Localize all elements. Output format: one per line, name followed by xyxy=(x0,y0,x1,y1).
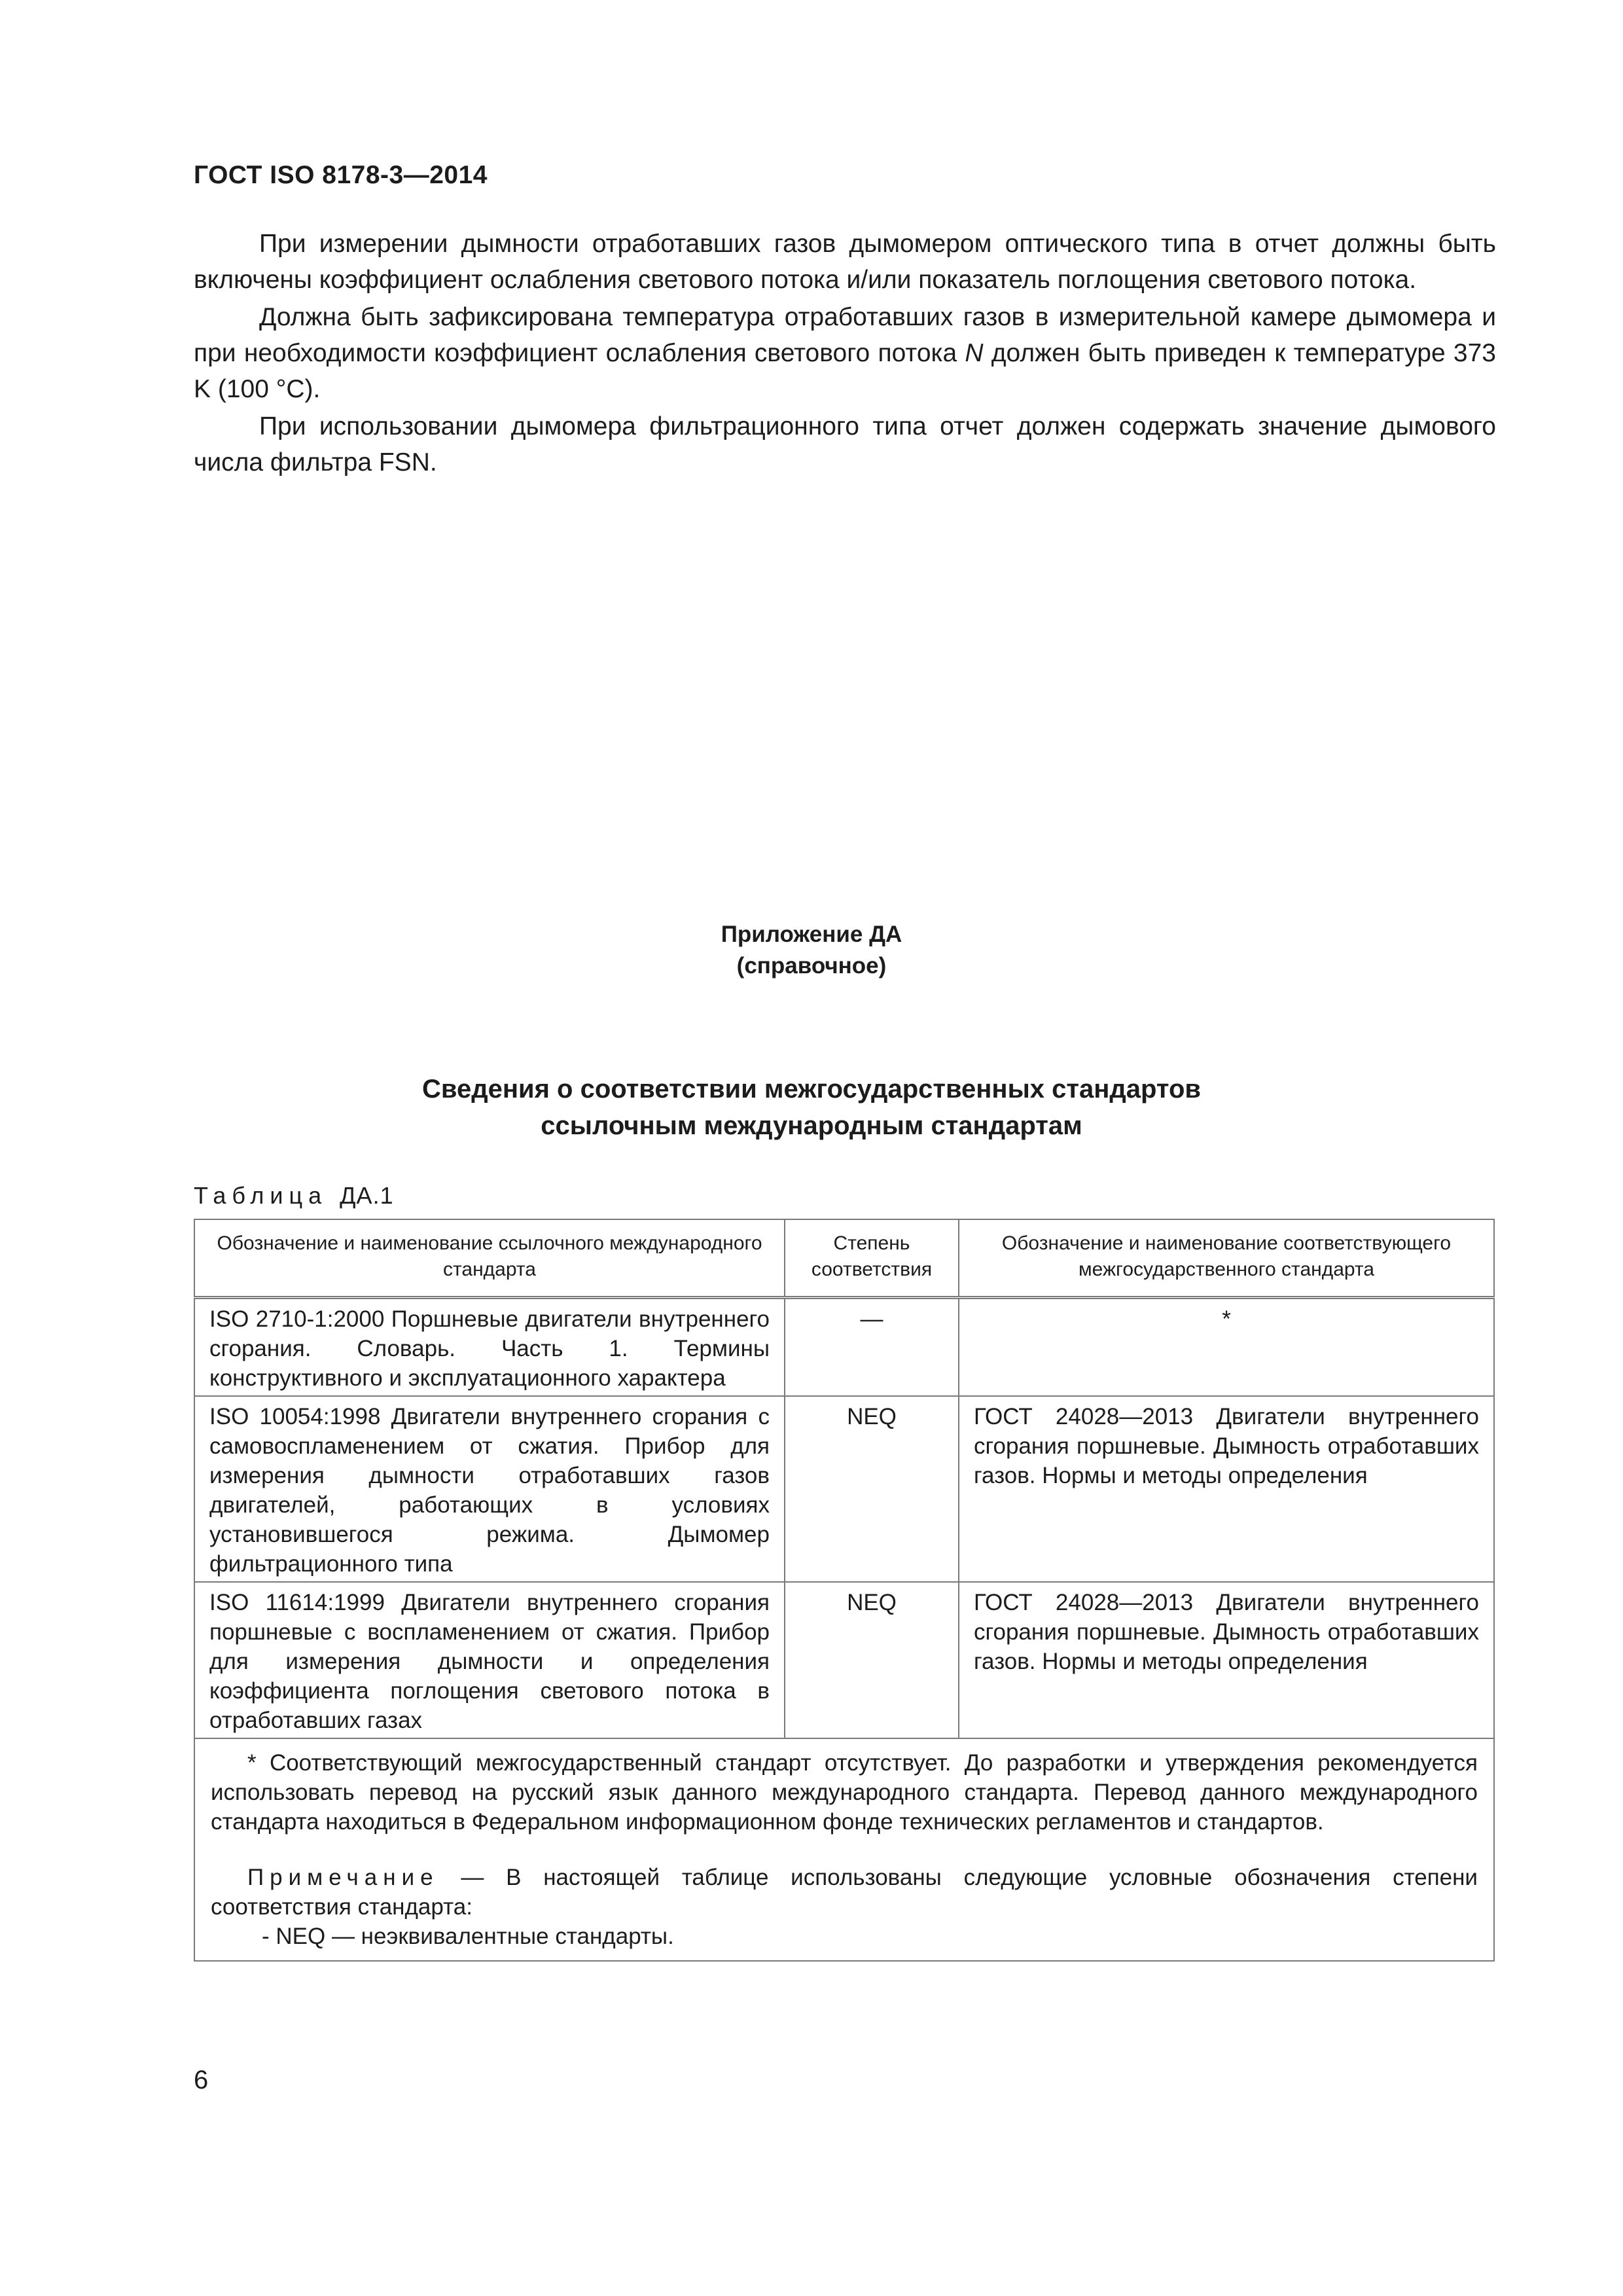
header-interstate-standard: Обозначение и наименование соответствующего межгосударственного стандарта xyxy=(959,1219,1494,1298)
paragraph: При использовании дымомера фильтрационного типа отчет должен содержать значение дымового числа фильтра FSN. xyxy=(194,412,1496,476)
section-heading xyxy=(0,1071,1623,1144)
document-header: ГОСТ ISO 8178-3—2014 xyxy=(194,161,488,189)
header-international-standard: Обозначение и наименование ссылочного международного стандарта xyxy=(194,1219,785,1298)
cell-international: ISO 10054:1998 Двигатели внутреннего сгорания с самовоспламенением от сжатия. Прибор для измерения дымности отработавших газов двигателей, работающих в условиях установившегося режима. Дымомер фильтрационного типа xyxy=(194,1396,785,1582)
cell-interstate: ГОСТ 24028—2013 Двигатели внутреннего сгорания поршневые. Дымность отработавших газов. Нормы и методы определения xyxy=(959,1396,1494,1582)
standards-table xyxy=(194,1219,1495,1962)
header-degree: Степень соответствия xyxy=(785,1219,959,1298)
page-number: 6 xyxy=(194,2066,209,2094)
annex-subtitle: (справочное) xyxy=(736,953,887,978)
table-caption-number: ДА.1 xyxy=(340,1182,394,1209)
cell-international: ISO 2710-1:2000 Поршневые двигатели внутреннего сгорания. Словарь. Часть 1. Термины конструктивного и эксплуатационного характера xyxy=(194,1298,785,1397)
paragraph-text: должен быть приведен к температуре 373 K (100 °C). xyxy=(194,339,1496,403)
annex-title: Приложение ДА xyxy=(721,922,902,947)
table-footer-row xyxy=(194,1738,1494,1961)
body-text xyxy=(194,226,1496,482)
table-row xyxy=(194,1582,1494,1738)
table-footnote: * Соответствующий межгосударственный стандарт отсутствует. До разработки и утверждения рекомендуется использовать перевод на русский язык данного международного стандарта. Перевод данного международного стандарта находиться в Федеральном информационном фонде технических регламентов и стандартов. xyxy=(211,1750,1478,1835)
cell-degree: — xyxy=(785,1298,959,1397)
table-caption xyxy=(194,1182,394,1210)
section-title-line: Сведения о соответствии межгосударственных стандартов xyxy=(422,1075,1201,1103)
table-row xyxy=(194,1396,1494,1582)
paragraph: При измерении дымности отработавших газов дымомером оптического типа в отчет должны быть включены коэффициент ослабления светового потока и/или показатель поглощения светового потока. xyxy=(194,230,1496,294)
annex-heading xyxy=(0,919,1623,982)
note-item: - NEQ — неэквивалентные стандарты. xyxy=(262,1924,674,1949)
table-caption-word: Таблица xyxy=(194,1182,328,1209)
table-note xyxy=(211,1863,1478,1922)
note-text: — В настоящей таблице использованы следующие условные обозначения степени соответствия стандарта: xyxy=(211,1865,1478,1920)
table-footer xyxy=(194,1738,1494,1961)
paragraph xyxy=(194,299,1496,407)
cell-degree: NEQ xyxy=(785,1396,959,1582)
symbol-n: N xyxy=(965,339,984,367)
section-title-line: ссылочным международным стандартам xyxy=(541,1111,1082,1140)
paragraph-text: Должна быть зафиксирована температура отработавших газов в измерительной камере дымомера и при необходимости коэффициент ослабления светового потока xyxy=(194,303,1496,367)
cell-degree: NEQ xyxy=(785,1582,959,1738)
cell-international: ISO 11614:1999 Двигатели внутреннего сгорания поршневые с воспламенением от сжатия. Прибор для измерения дымности и определения коэффициента поглощения светового потока в отработавших газах xyxy=(194,1582,785,1738)
table-row xyxy=(194,1298,1494,1397)
note-label: Примечание xyxy=(247,1865,439,1890)
cell-interstate: ГОСТ 24028—2013 Двигатели внутреннего сгорания поршневые. Дымность отработавших газов. Нормы и методы определения xyxy=(959,1582,1494,1738)
table-header-row xyxy=(194,1219,1494,1298)
cell-interstate: * xyxy=(959,1298,1494,1397)
